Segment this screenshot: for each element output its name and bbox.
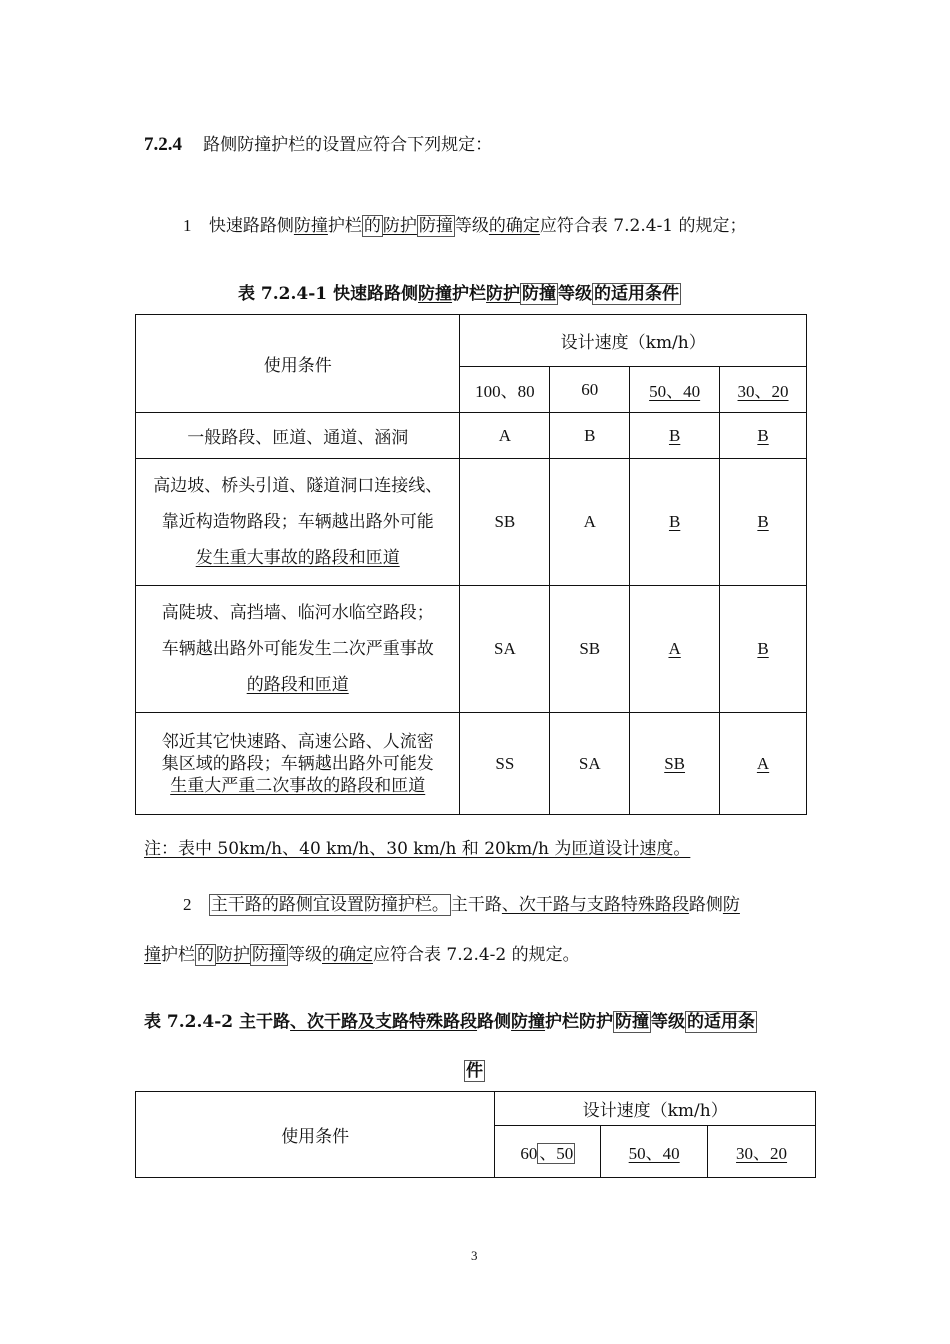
item-1-text: 快速路路侧防撞护栏 的 防护 防撞 等级的确定应符合表 7.2.4-1 的规定；: [208, 216, 747, 236]
table-1-speed-cell: 50、40: [630, 367, 720, 413]
grade-cell: A: [460, 413, 550, 459]
table-2-header-condition: 使用条件: [136, 1092, 495, 1178]
grade-cell: B: [550, 413, 630, 459]
table-1-speed-cell: 30、20: [720, 367, 807, 413]
table-2-speed-cell: 60 、50: [495, 1126, 601, 1178]
condition-cell: 高陡坡、高挡墙、临河水临空路段； 车辆越出路外可能发生二次严重事故 的路段和匝道: [136, 586, 460, 713]
section-number: 7.2.4: [144, 134, 182, 155]
condition-cell: 一般路段、匝道、通道、涵洞: [136, 413, 460, 459]
table-1: [135, 314, 807, 815]
item-2-line-2: 撞护栏 的 防护 防撞 等级的确定应符合表 7.2.4-2 的规定。: [144, 945, 580, 965]
grade-cell: SB: [460, 459, 550, 586]
item-1-number: 1: [183, 216, 192, 235]
table-2-caption: 表 7.2.4-2 主干路、次干路及支路特殊路段路侧防撞护栏防护 防撞 等级 的适用条: [144, 1012, 756, 1032]
table-2-speed-cell: 50、40: [601, 1126, 708, 1178]
table-1-header-speed: 设计速度（km/h）: [460, 315, 807, 367]
grade-cell: B: [630, 459, 720, 586]
table-row: [136, 586, 807, 713]
grade-cell: B: [720, 413, 807, 459]
table-1-caption: 表 7.2.4-1 快速路路侧防撞护栏防护 防撞 等级 的适用条件: [238, 284, 680, 304]
table-1-header-condition: 使用条件: [136, 315, 460, 413]
section-title: 路侧防撞护栏的设置应符合下列规定：: [203, 135, 493, 155]
item-1: [183, 216, 747, 236]
grade-cell: A: [630, 586, 720, 713]
condition-cell: 高边坡、桥头引道、隧道洞口连接线、 靠近构造物路段；车辆越出路外可能 发生重大事故的路段和匝道: [136, 459, 460, 586]
table-row: [136, 413, 807, 459]
item-2-text: 主干路的路侧宜设置防撞护栏。 主干路、次干路与支路特殊路段路侧防: [210, 895, 740, 915]
table-2: [135, 1091, 816, 1178]
table-2-header-speed: 设计速度（km/h）: [495, 1092, 816, 1126]
table-1-speed-cell: 100、80: [460, 367, 550, 413]
grade-cell: SA: [460, 586, 550, 713]
grade-cell: SA: [550, 713, 630, 815]
item-2-number: 2: [183, 895, 192, 914]
page-number: 3: [471, 1248, 478, 1263]
grade-cell: SS: [460, 713, 550, 815]
grade-cell: SB: [630, 713, 720, 815]
table-row: [136, 459, 807, 586]
grade-cell: SB: [550, 586, 630, 713]
section-heading: [144, 134, 492, 156]
table-row: [136, 713, 807, 815]
table-1-speed-cell: 60: [550, 367, 630, 413]
grade-cell: B: [720, 459, 807, 586]
table-2-speed-cell: 30、20: [708, 1126, 816, 1178]
table-1-note: 注：表中 50km/h、40 km/h、30 km/h 和 20km/h 为匝道设计速度。: [144, 839, 691, 859]
table-2-caption-line-2: 件: [466, 1061, 483, 1081]
item-2: [183, 895, 740, 915]
grade-cell: A: [550, 459, 630, 586]
grade-cell: B: [630, 413, 720, 459]
grade-cell: B: [720, 586, 807, 713]
condition-cell: 邻近其它快速路、高速公路、人流密 集区域的路段；车辆越出路外可能发 生重大严重二次事故的路段和匝道: [136, 713, 460, 815]
grade-cell: A: [720, 713, 807, 815]
